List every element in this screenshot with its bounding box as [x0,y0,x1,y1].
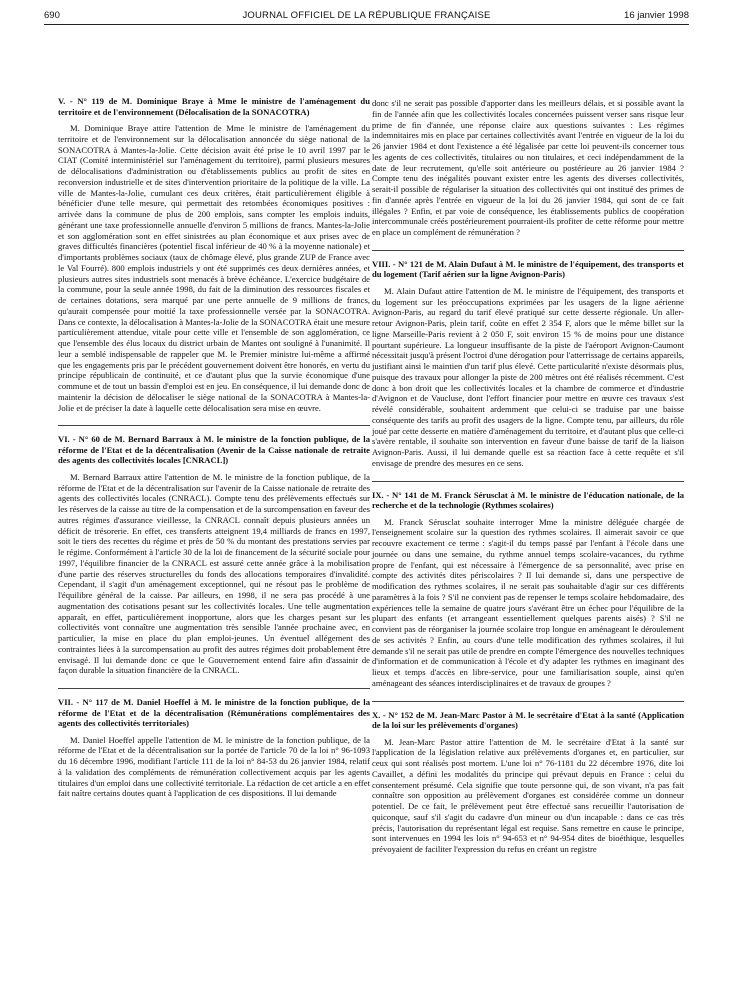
question-body: M. Franck Sérusclat souhaite interroger Mme la ministre déléguée chargée de l'enseignement scolaire sur la question des rythmes scolaires. Il aimerait savoir ce que recouvre exactement ce terme : s'agit-il du temps passé par l'enfant à l'école dans une journée ou dans une semaine, du rythme annuel temps scolaire-vacances, du rythme propre de l'enfant, qui est nécessaire à l'émergence de sa personnalité, avec prise en compte des activités dites périscolaires ? Il lui demande si, dans une perspective de modification des rythmes scolaires, il ne serait pas souhaitable d'agir sur ces différents paramètres à la fois ? S'il ne convient pas de repenser le temps scolaire hebdomadaire, des expériences telle la semaine de quatre jours s'avérant être un échec pour l'équilibre de la plupart des enfants (et arrangeant essentiellement quelques parents aisés) ? S'il ne convient pas de réorganiser la journée scolaire trop longue en aménageant le déroulement de ses activités ? Enfin, au cours d'une telle modification des rythmes scolaires, il lui demande s'il ne serait pas utile de prendre en compte l'émergence des nouvelles techniques d'information et de communication à l'école et d'y adapter les rythmes en imaginant des lieux et temps d'accès en libre-service, pour une familiarisation souple, ainsi qu'en aménageant des séances interdisciplinaires et de travaux de groupes ? [372,516,684,688]
question-body-continued: donc s'il ne serait pas possible d'apporter dans les meilleurs délais, et si possible avant la fin de l'année afin que les collectivités locales concernées puissent verser sans risque leur prime de fin d'année, une réponse claire aux questions suivantes : Les régimes indemnitaires mis en place par certaines collectivités avant l'entrée en vigueur de la loi du 26 janvier 1984 et dont l'existence a été légalisée par cette loi peuvent-ils concerner tous les agents de ces collectivités, titulaires ou non titulaires, et ceci indépendamment de la date de leur recrutement, qu'elle soit antérieure ou postérieure au 26 janvier 1984 ? Compte tenu des inégalités pouvant exister entre les agents des diverses collectivités, serait-il possible de régulariser la situation des collectivités qui ont institué des primes de fin d'année après l'entrée en vigueur de la loi du 26 janvier 1984, qui sont de ce fait illégales ? Enfin, et par voie de conséquence, les établissements publics de coopération intercommunale créés postérieurement pourraient-ils profiter de cette réforme pour mettre en place un complément de rémunération ? [372,98,684,237]
journal-title: JOURNAL OFFICIEL DE LA RÉPUBLIQUE FRANÇAISE [242,10,491,21]
section-divider [372,481,684,482]
section-divider [372,250,684,251]
header-rule [44,24,689,25]
question-body: M. Dominique Braye attire l'attention de Mme le ministre de l'aménagement du territoire et de l'environnement sur la délocalisation annoncée du siège national de la SONACOTRA à Mantes-la-Jolie. Cette décision avait été prise le 10 avril 1997 par le CIAT (Comité interministériel sur l'aménagement du territoire), parmi plusieurs mesures de délocalisations d'administration ou d'établissements publics au profit de sites en reconversion industrielle et de sites d'intervention prioritaire de la politique de la ville. La ville de Mantes-la-Jolie, cumulant ces deux critères, était particulièrement éligible à bénéficier d'une telle mesure, qui permettait des retombées économiques positives : arrivée dans la commune de plus de 200 emplois, sans compter les emplois induits, générant une taxe professionnelle annuelle d'environ 5 millions de francs. Mantes-la-Jolie et son agglomération sont en effet sinistrées au plan économique et aux prises avec de graves difficultés financières (potentiel fiscal inférieur de 40 % à la moyenne nationale) et d'importants problèmes sociaux (taux de chômage élevé, plus grande ZUP de France avec le Val Fourré). 800 emplois industriels y ont été supprimés ces deux dernières années, et plusieurs autres sites industriels sont menacés à brève échéance. L'exercice budgétaire de la commune, pour la seule année 1998, du fait de la diminution des ressources fiscales et de certaines dotations, sera marqué par une perte annuelle de 9 millions de francs, qu'aurait compensée pour moitié la taxe professionnelle versée par la SONACOTRA. Dans ce contexte, la délocalisation à Mantes-la-Jolie de la SONACOTRA était une mesure particulièrement attendue, vitale pour cette ville et l'ensemble de son agglomération, ce que l'ensemble des élus locaux du district urbain de Mantes ont souligné à l'unanimité. Il leur a semblé indispensable de rappeler que M. le Premier ministre lui-même a affirmé que les engagements pris par le précédent gouvernement doivent être honorés, en vertu du principe républicain de continuité, et ce d'autant plus que la survie économique d'une commune et de tout un bassin d'emploi est en jeu. En conséquence, il lui demande donc de maintenir la décision de délocaliser le siège national de la SONACOTRA à Mantes-la-Jolie et de préciser la date à laquelle cette délocalisation sera mise en œuvre. [58,123,370,413]
question-continuation [372,98,684,238]
question-section [372,259,684,469]
section-divider [58,688,370,689]
question-body: M. Alain Dufaut attire l'attention de M. le ministre de l'équipement, des transports et du logement sur les préoccupations exprimées par les usagers de la ligne aérienne Avignon-Paris, au regard du tarif élevé pratiqué sur cette desserte régionale. Un aller-retour Avignon-Paris, plein tarif, coûte en effet 2 354 F, alors que le même billet sur la ligne Marseille-Paris revient à 2 050 F, soit environ 15 % de moins pour une distance pourtant supérieure. La longueur insuffisante de la piste de l'aéroport Avignon-Caumont nécessitait jusqu'à présent l'octroi d'une dérogation pour l'atterrissage de certains appareils, justifiant ainsi le maintien d'un tarif plus élevé. Cette particularité n'existe désormais plus, puisque des travaux pour allonger la piste de 200 mètres ont été réalisés récemment. C'est donc à bon droit que les collectivités locales et la chambre de commerce et d'industrie d'Avignon et de Vaucluse, dont l'effort financier pour mettre en œuvre ces travaux s'est révélé considérable, souhaitent ardemment que celui-ci se traduise par une baisse conséquente des tarifs au profit des usagers de la ligne. Compte tenu, par ailleurs, du rôle joué par cette desserte en matière d'aménagement du territoire, et d'autant plus que celle-ci s'avère rentable, il souhaite son intervention en faveur d'une baisse de tarif de la liaison Avignon-Paris. Aussi, il lui demande quelle est sa réaction face à cette requête et s'il envisage de prendre des mesures en ce sens. [372,285,684,468]
question-heading: V. - N° 119 de M. Dominique Braye à Mme le ministre de l'aménagement du territoire et de l'environnement (Délocalisation de la SONACOTRA) [58,96,370,117]
question-section [58,697,370,799]
question-heading: VIII. - N° 121 de M. Alain Dufaut à M. le ministre de l'équipement, des transports et du logement (Tarif aérien sur la ligne Avignon-Paris) [372,258,684,280]
section-divider [58,425,370,426]
question-section [372,490,684,689]
question-body: M. Daniel Hoeffel appelle l'attention de M. le ministre de la fonction publique, de la réforme de l'Etat et de la décentralisation sur la portée de l'article 70 de la loi n° 96-1093 du 16 décembre 1996, modifiant l'article 111 de la loi n° 84-53 du 26 janvier 1984, relatif à la validation des compléments de rémunération collectivement acquis par les agents titulaires d'un emploi dans une collectivité territoriale. La rédaction de cet article a en effet fait naître certains doutes quant à l'application de ces dispositions. Il lui demande [58,734,370,799]
question-section [372,710,684,855]
question-section [58,96,370,413]
question-body: M. Jean-Marc Pastor attire l'attention de M. le secrétaire d'Etat à la santé sur l'application de la législation relative aux prélèvements d'organes et, en particulier, sur ceux qui sont réalisés post mortem. L'une loi n° 76-1181 du 22 décembre 1976, dite loi Cavaillet, a défini les modalités du principe qui prévaut depuis en France : celui du consentement présumé. Cela signifie que toute personne qui, de son vivant, n'a pas fait connaître son opposition au prélèvement d'organes est considérée comme un donneur potentiel. De ce fait, le prélèvement peut être effectué sans recueillir l'autorisation de quiconque, sauf s'il s'agit du cadavre d'un mineur ou d'un incapable : dans ce cas très précis, l'autorisation du représentant légal est requise. Sans remettre en cause le principe, sont intervenues en 1994 les lois n° 94-653 et n° 94-954 dites de bioéthique, lesquelles prévoyaient de faciliter l'expression du refus en créant un registre [372,736,684,854]
question-heading: VI. - N° 60 de M. Bernard Barraux à M. le ministre de la fonction publique, de la réforme de l'Etat et de la décentralisation (Avenir de la Caisse nationale de retraite des agents des collectivités locales [CNRACL]) [58,434,370,466]
question-heading: IX. - N° 141 de M. Franck Sérusclat à M. le ministre de l'éducation nationale, de la recherche et de la technologie (Rythmes scolaires) [372,489,684,510]
section-divider [372,701,684,702]
right-column [372,98,684,867]
question-section [58,434,370,676]
question-heading: VII. - N° 117 de M. Daniel Hoeffel à M. le ministre de la fonction publique, de la réforme de l'Etat et de la décentralisation (Rémunérations complémentaires des agents des collectivités territoriales) [58,697,370,728]
page-number: 690 [44,10,60,21]
question-body: M. Bernard Barraux attire l'attention de M. le ministre de la fonction publique, de la réforme de l'Etat et de la décentralisation sur l'avenir de la Caisse nationale de retraite des agents des collectivités locales (CNRACL). Compte tenu des prélèvements effectués sur les réserves de la caisse au titre de la compensation et de la surcompensation en faveur des autres régimes d'assurance vieillesse, la CNRACL connaît depuis plusieurs années un déficit de trésorerie. En effet, ces transferts atteignent 19,4 milliards de francs en 1997, soit le tiers des recettes du régime et près de 50 % du montant des prestations servies par le régime. Conformément à l'article 30 de la loi de financement de la sécurité sociale pour 1997, l'équilibre financier de la CNRACL est assuré cette année grâce à la mobilisation d'une partie des réserves structurelles du fonds des allocations temporaires d'invalidité. Cependant, il s'agit d'un aménagement exceptionnel, qui ne résout pas le problème de l'équilibre général de la caisse. Par ailleurs, en 1998, il ne sera pas procédé à une augmentation des cotisations pesant sur les collectivités locales. Une telle augmentation apparaît, en effet, particulièrement inopportune, alors que les charges pesant sur les collectivités vont connaître une augmentation très sensible l'année prochaine avec, en particulier, la mise en place du plan emploi-jeunes. Un éventuel allégement des contraintes liées à la surcompensation au profit des autres régimes doit probablement être envisagé. Il lui demande donc ce que le Gouvernement entend faire afin d'assainir de façon durable la situation financière de la CNRACL. [58,471,370,676]
issue-date: 16 janvier 1998 [624,10,689,21]
question-heading: X. - N° 152 de M. Jean-Marc Pastor à M. le secrétaire d'Etat à la santé (Application de la loi sur les prélèvements d'organes) [372,709,684,730]
left-column [58,96,370,811]
